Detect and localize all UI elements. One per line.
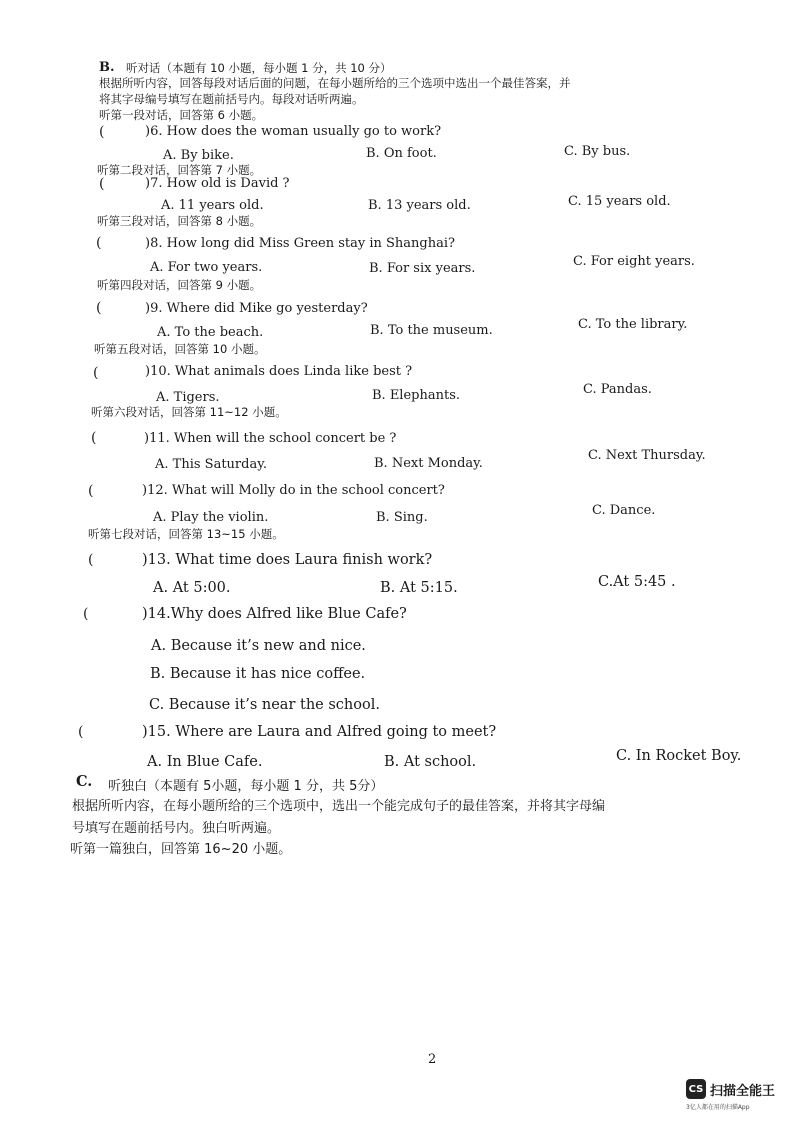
question-6: )6. How does the woman usually go to work? [145, 124, 442, 139]
dialogue-note-6: 听第六段对话，回答第 11~12 小题。 [91, 405, 287, 419]
q13-option-c: C.At 5:45 . [598, 574, 676, 590]
q15-option-b: B. At school. [384, 754, 477, 770]
answer-bracket-7[interactable]: ( [99, 176, 105, 192]
answer-bracket-11[interactable]: ( [91, 430, 97, 446]
question-13: )13. What time does Laura finish work? [142, 552, 433, 568]
q15-option-a: A. In Blue Cafe. [147, 754, 263, 770]
section-b-letter: B. [99, 60, 115, 75]
q12-option-c: C. Dance. [592, 503, 656, 518]
question-14: )14.Why does Alfred like Blue Cafe? [142, 606, 407, 622]
q13-option-a: A. At 5:00. [153, 580, 231, 596]
q7-option-a: A. 11 years old. [161, 198, 264, 213]
page-number: 2 [428, 1052, 437, 1067]
question-8: )8. How long did Miss Green stay in Shanghai? [145, 236, 455, 251]
q13-option-b: B. At 5:15. [380, 580, 458, 596]
q9-option-a: A. To the beach. [157, 325, 264, 340]
answer-bracket-10[interactable]: ( [93, 365, 99, 381]
q11-option-a: A. This Saturday. [155, 457, 267, 472]
question-12: )12. What will Molly do in the school concert? [142, 483, 445, 498]
answer-bracket-15[interactable]: ( [78, 724, 84, 740]
q15-option-c: C. In Rocket Boy. [616, 748, 742, 764]
q12-option-b: B. Sing. [376, 510, 428, 525]
question-9: )9. Where did Mike go yesterday? [145, 301, 368, 316]
q9-option-c: C. To the library. [578, 317, 688, 332]
q8-option-b: B. For six years. [369, 261, 476, 276]
question-11: )11. When will the school concert be ? [144, 431, 397, 446]
section-c-title: 听独白（本题有 5小题，每小题 1 分，共 5分） [108, 779, 384, 794]
q6-option-c: C. By bus. [564, 144, 631, 159]
dialogue-note-5: 听第五段对话，回答第 10 小题。 [94, 342, 266, 356]
q14-option-b: B. Because it has nice coffee. [150, 666, 366, 682]
dialogue-note-2: 听第二段对话，回答第 7 小题。 [97, 163, 262, 177]
section-c-instruction-2: 号填写在题前括号内。独白听两遍。 [72, 821, 281, 836]
q14-option-c: C. Because it’s near the school. [149, 697, 380, 713]
q11-option-c: C. Next Thursday. [588, 448, 706, 463]
dialogue-note-4: 听第四段对话，回答第 9 小题。 [97, 278, 262, 292]
answer-bracket-12[interactable]: ( [88, 483, 94, 499]
dialogue-note-1: 听第一段对话，回答第 6 小题。 [99, 108, 264, 122]
question-7: )7. How old is David ? [145, 176, 290, 191]
section-b-instruction-1: 根据所听内容，回答每段对话后面的问题，在每小题所给的三个选项中选出一个最佳答案，并 [99, 76, 571, 90]
q6-option-b: B. On foot. [366, 146, 437, 161]
monologue-note-1: 听第一篇独白，回答第 16~20 小题。 [70, 842, 292, 857]
q10-option-c: C. Pandas. [583, 382, 652, 397]
dialogue-note-3: 听第三段对话，回答第 8 小题。 [97, 214, 262, 228]
q7-option-c: C. 15 years old. [568, 194, 671, 209]
answer-bracket-6[interactable]: ( [99, 124, 105, 140]
q8-option-c: C. For eight years. [573, 254, 695, 269]
q14-option-a: A. Because it’s new and nice. [151, 638, 366, 654]
dialogue-note-7: 听第七段对话，回答第 13~15 小题。 [88, 527, 284, 541]
q11-option-b: B. Next Monday. [374, 456, 483, 471]
section-b-title: 听对话（本题有 10 小题，每小题 1 分，共 10 分） [126, 61, 392, 75]
section-c-letter: C. [76, 773, 93, 790]
answer-bracket-13[interactable]: ( [88, 552, 94, 568]
q10-option-b: B. Elephants. [372, 388, 461, 403]
camscanner-logo-icon: CS [686, 1079, 706, 1099]
question-15: )15. Where are Laura and Alfred going to meet? [142, 724, 497, 740]
scanner-tagline: 3亿人都在用的扫描App [686, 1104, 750, 1111]
section-c-instruction-1: 根据所听内容，在每小题所给的三个选项中，选出一个能完成句子的最佳答案，并将其字母编 [72, 799, 606, 814]
answer-bracket-8[interactable]: ( [96, 235, 102, 251]
q10-option-a: A. Tigers. [156, 390, 220, 405]
answer-bracket-9[interactable]: ( [96, 300, 102, 316]
scanner-app-name: 扫描全能王 [710, 1084, 776, 1099]
q7-option-b: B. 13 years old. [368, 198, 471, 213]
q8-option-a: A. For two years. [150, 260, 263, 275]
q6-option-a: A. By bike. [163, 148, 234, 163]
q9-option-b: B. To the museum. [370, 323, 493, 338]
section-b-instruction-2: 将其字母编号填写在题前括号内。每段对话听两遍。 [99, 92, 364, 106]
q12-option-a: A. Play the violin. [153, 510, 269, 525]
question-10: )10. What animals does Linda like best ? [145, 364, 413, 379]
answer-bracket-14[interactable]: ( [83, 606, 89, 622]
